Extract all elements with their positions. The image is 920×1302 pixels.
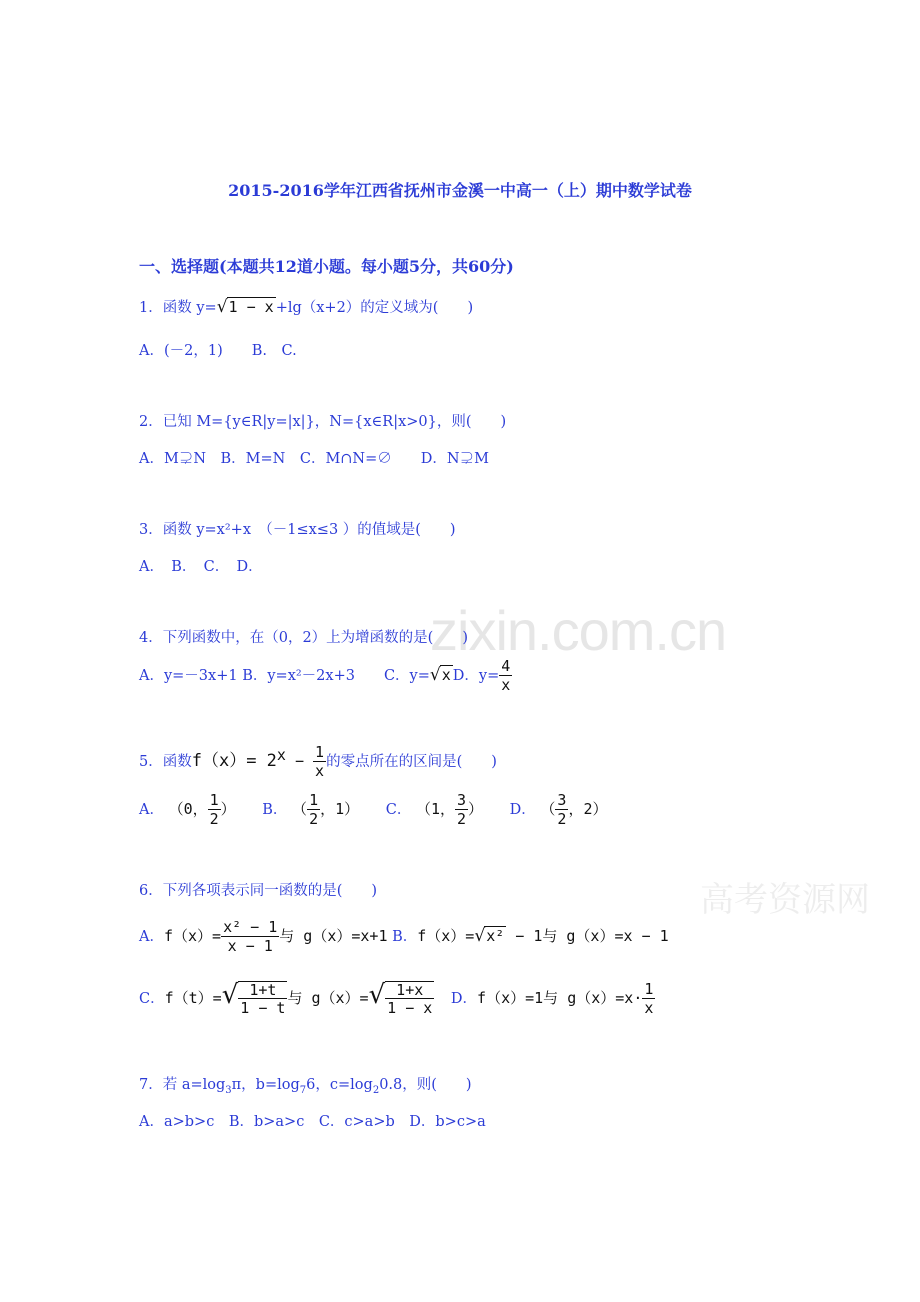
question-1 [139,296,473,317]
q6-b-f: f（x）= [417,926,475,945]
denominator: x [315,761,325,780]
q5-option-c-open: （1， [415,799,455,818]
q5-option-d-label: D． [509,801,536,818]
q5-stem-pre: 5．函数 [139,753,192,770]
question-6: 6．下列各项表示同一函数的是( ) [139,883,378,899]
q5-exponent: x [276,745,286,764]
q6-options-cd [139,980,655,1017]
q5-option-b-open: （ [292,799,308,818]
numerator: 1+x [385,982,434,1000]
q6-c-f: f（t）= [164,989,222,1007]
numerator: 1 [209,791,219,809]
numerator: 3 [557,791,567,809]
denominator: 2 [309,809,319,828]
q3-options: A． B． C． D． [139,559,263,575]
radical-sign: √ [216,297,228,317]
fraction [455,792,468,828]
q7-stem-b: π，b=log [231,1077,300,1093]
fraction [555,792,568,828]
page-title: 2015-2016学年江西省抚州市金溪一中高一（上）期中数学试卷 [228,181,692,200]
q5-options [139,792,607,828]
q6-option-b-label: B． [392,928,418,945]
q5-option-a-close: ） [220,799,236,818]
denominator: 2 [456,809,467,828]
q6-a-f: f（x）= [163,926,222,945]
q7-sub-3: 2 [372,1084,380,1096]
denominator: 1 − t [240,999,286,1018]
q6-option-a-label: A． [139,928,164,945]
q2-options: A．M⊋N B．M=N C．M∩N=∅ D．N⊋M [139,451,489,467]
denominator: 2 [209,809,219,828]
question-2: 2．已知 M={y∈R|y=|x|}，N={x∈R|x>0}，则( ) [139,414,507,430]
numerator: 1 [309,791,319,809]
q6-a-fraction [221,919,279,955]
q5-fraction [313,744,326,780]
q5-option-d-close: ，2） [568,799,608,818]
q7-stem-d: 0.8，则( ) [379,1077,472,1093]
q6-c-fraction [238,981,287,1018]
q4-options [139,658,512,694]
radical-sign: √ [474,925,486,946]
numerator: 1 [315,743,325,761]
denominator: 2 [557,809,567,828]
q6-options-ab [139,919,669,955]
denominator: 1 − x [387,999,433,1018]
denominator: x [644,998,654,1017]
q1-options: A．(－2，1) B. C. [139,343,297,359]
q4-option-d: D．y= [452,667,500,684]
q4-options-abc: A．y=－3x+1 B．y=x²－2x+3 C．y= [139,667,430,684]
question-7 [139,1073,472,1096]
question-4: 4．下列函数中，在（0，2）上为增函数的是( ) [139,630,468,646]
denominator: x − 1 [227,936,273,955]
q1-radicand: 1 − x [228,298,274,316]
fraction [307,792,320,828]
q7-sub-2: 7 [299,1084,307,1096]
q4-radicand: x [441,665,451,684]
q4-fraction [499,658,512,694]
q7-sub-1: 3 [225,1084,232,1096]
numerator: 3 [456,791,467,809]
q6-d-f: f（x）=1与 g（x）=x· [477,989,643,1007]
question-5 [139,744,497,780]
section-heading: 一、选择题(本题共12道小题。每小题5分，共60分) [139,257,514,276]
q7-stem-a: 7．若 a=log [139,1077,226,1093]
question-3: 3．函数 y=x²+x （－1≤x≤3 ）的值域是( ) [139,522,456,538]
q6-a-g: 与 g（x）=x+1 [279,926,388,945]
q5-option-b-close: ，1） [320,799,360,818]
q5-option-a-label: A． [139,801,164,818]
q6-c-g: 与 g（x）= [287,989,369,1007]
numerator: 4 [501,657,511,675]
q6-c-fraction-2 [385,981,434,1018]
q5-expr: f（x）= 2 [191,750,277,771]
q6-b-g: − 1与 g（x）=x − 1 [506,926,669,945]
q6-option-c-label: C． [139,991,165,1007]
q7-stem-c: 6，c=log [306,1077,373,1093]
q1-stem-post: +lg（x+2）的定义域为( ) [275,300,474,316]
radical-sign: √ [221,980,239,1010]
watermark-secondary: 高考资源网 [700,880,870,920]
watermark-main: zixin.com.cn [430,599,727,662]
q5-option-a-open: （0， [168,799,208,818]
q6-b-radicand: x² [486,926,505,945]
q5-option-c-close: ） [468,799,484,818]
denominator: x [501,675,511,694]
q6-d-fraction [642,981,655,1017]
q5-option-d-open: （ [540,799,556,818]
q5-minus: − [285,751,314,770]
radical-sign: √ [368,980,386,1010]
q5-option-c-label: C． [385,801,412,818]
q7-options: A．a>b>c B．b>a>c C．c>a>b D．b>c>a [139,1114,486,1130]
fraction [208,792,221,828]
numerator: x² − 1 [223,918,278,936]
q5-stem-post: 的零点所在的区间是( ) [326,753,497,770]
numerator: 1+t [238,982,287,1000]
radical-sign: √ [429,664,441,685]
q1-stem-pre: 1．函数 y= [139,300,217,316]
q5-option-b-label: B． [262,801,288,818]
numerator: 1 [644,980,654,999]
q6-option-d-label: D． [450,991,478,1007]
